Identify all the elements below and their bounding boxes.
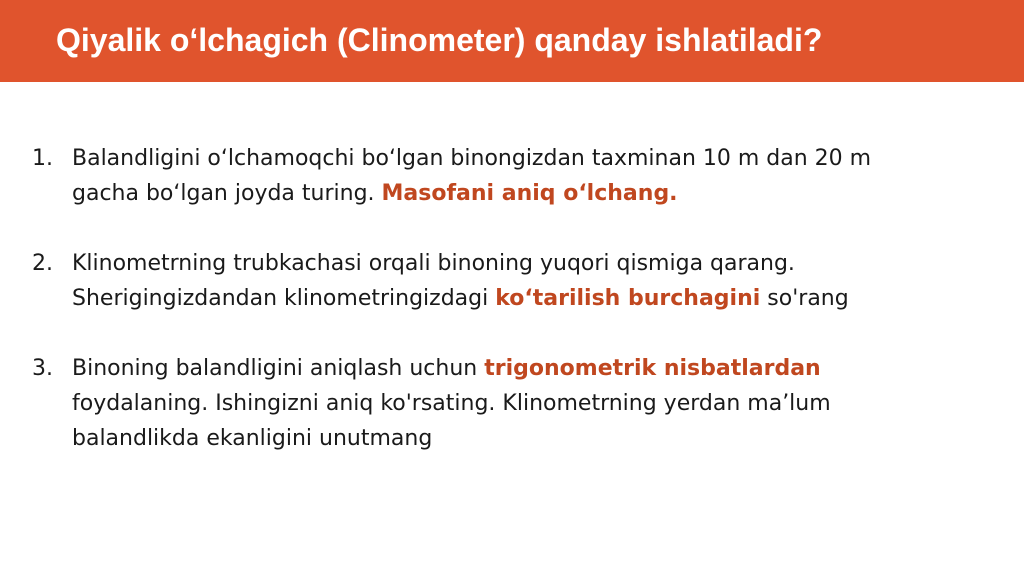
item-text: Klinometrning trubkachasi orqali binoning yuqori qismiga qarang. — [72, 251, 795, 276]
item-line — [72, 281, 992, 316]
list-item-1 — [32, 141, 992, 211]
item-text: Binoning balandligini aniqlash uchun — [72, 356, 485, 381]
item-line — [72, 386, 992, 421]
instruction-list — [32, 141, 992, 491]
list-item-3 — [32, 351, 992, 456]
item-text: foydalaning. Ishingizni aniq ko'rsating. Klinometrning yerdan ma’lum — [72, 391, 831, 416]
item-line — [72, 246, 992, 281]
item-text: balandlikda ekanligini unutmang — [72, 426, 433, 451]
highlight-text: ko‘tarilish burchagini — [495, 286, 761, 311]
item-line — [72, 176, 992, 211]
item-number: 3. — [32, 356, 53, 381]
item-line — [72, 141, 992, 176]
item-text: Sherigingizdandan klinometringizdagi — [72, 286, 496, 311]
item-text: gacha bo‘lgan joyda turing. — [72, 181, 382, 206]
item-line — [72, 351, 992, 386]
highlight-text: trigonometrik nisbatlardan — [484, 356, 821, 381]
slide-title: Qiyalik o‘lchagich (Clinometer) qanday ishlatiladi? — [56, 22, 823, 58]
title-bar — [0, 0, 1024, 82]
list-item-2 — [32, 246, 992, 316]
item-number: 2. — [32, 251, 53, 276]
item-text: so'rang — [760, 286, 849, 311]
item-line — [72, 421, 992, 456]
item-text: Balandligini o‘lchamoqchi bo‘lgan binongizdan taxminan 10 m dan 20 m — [72, 146, 872, 171]
item-number: 1. — [32, 146, 53, 171]
highlight-text: Masofani aniq o‘lchang. — [381, 181, 678, 206]
